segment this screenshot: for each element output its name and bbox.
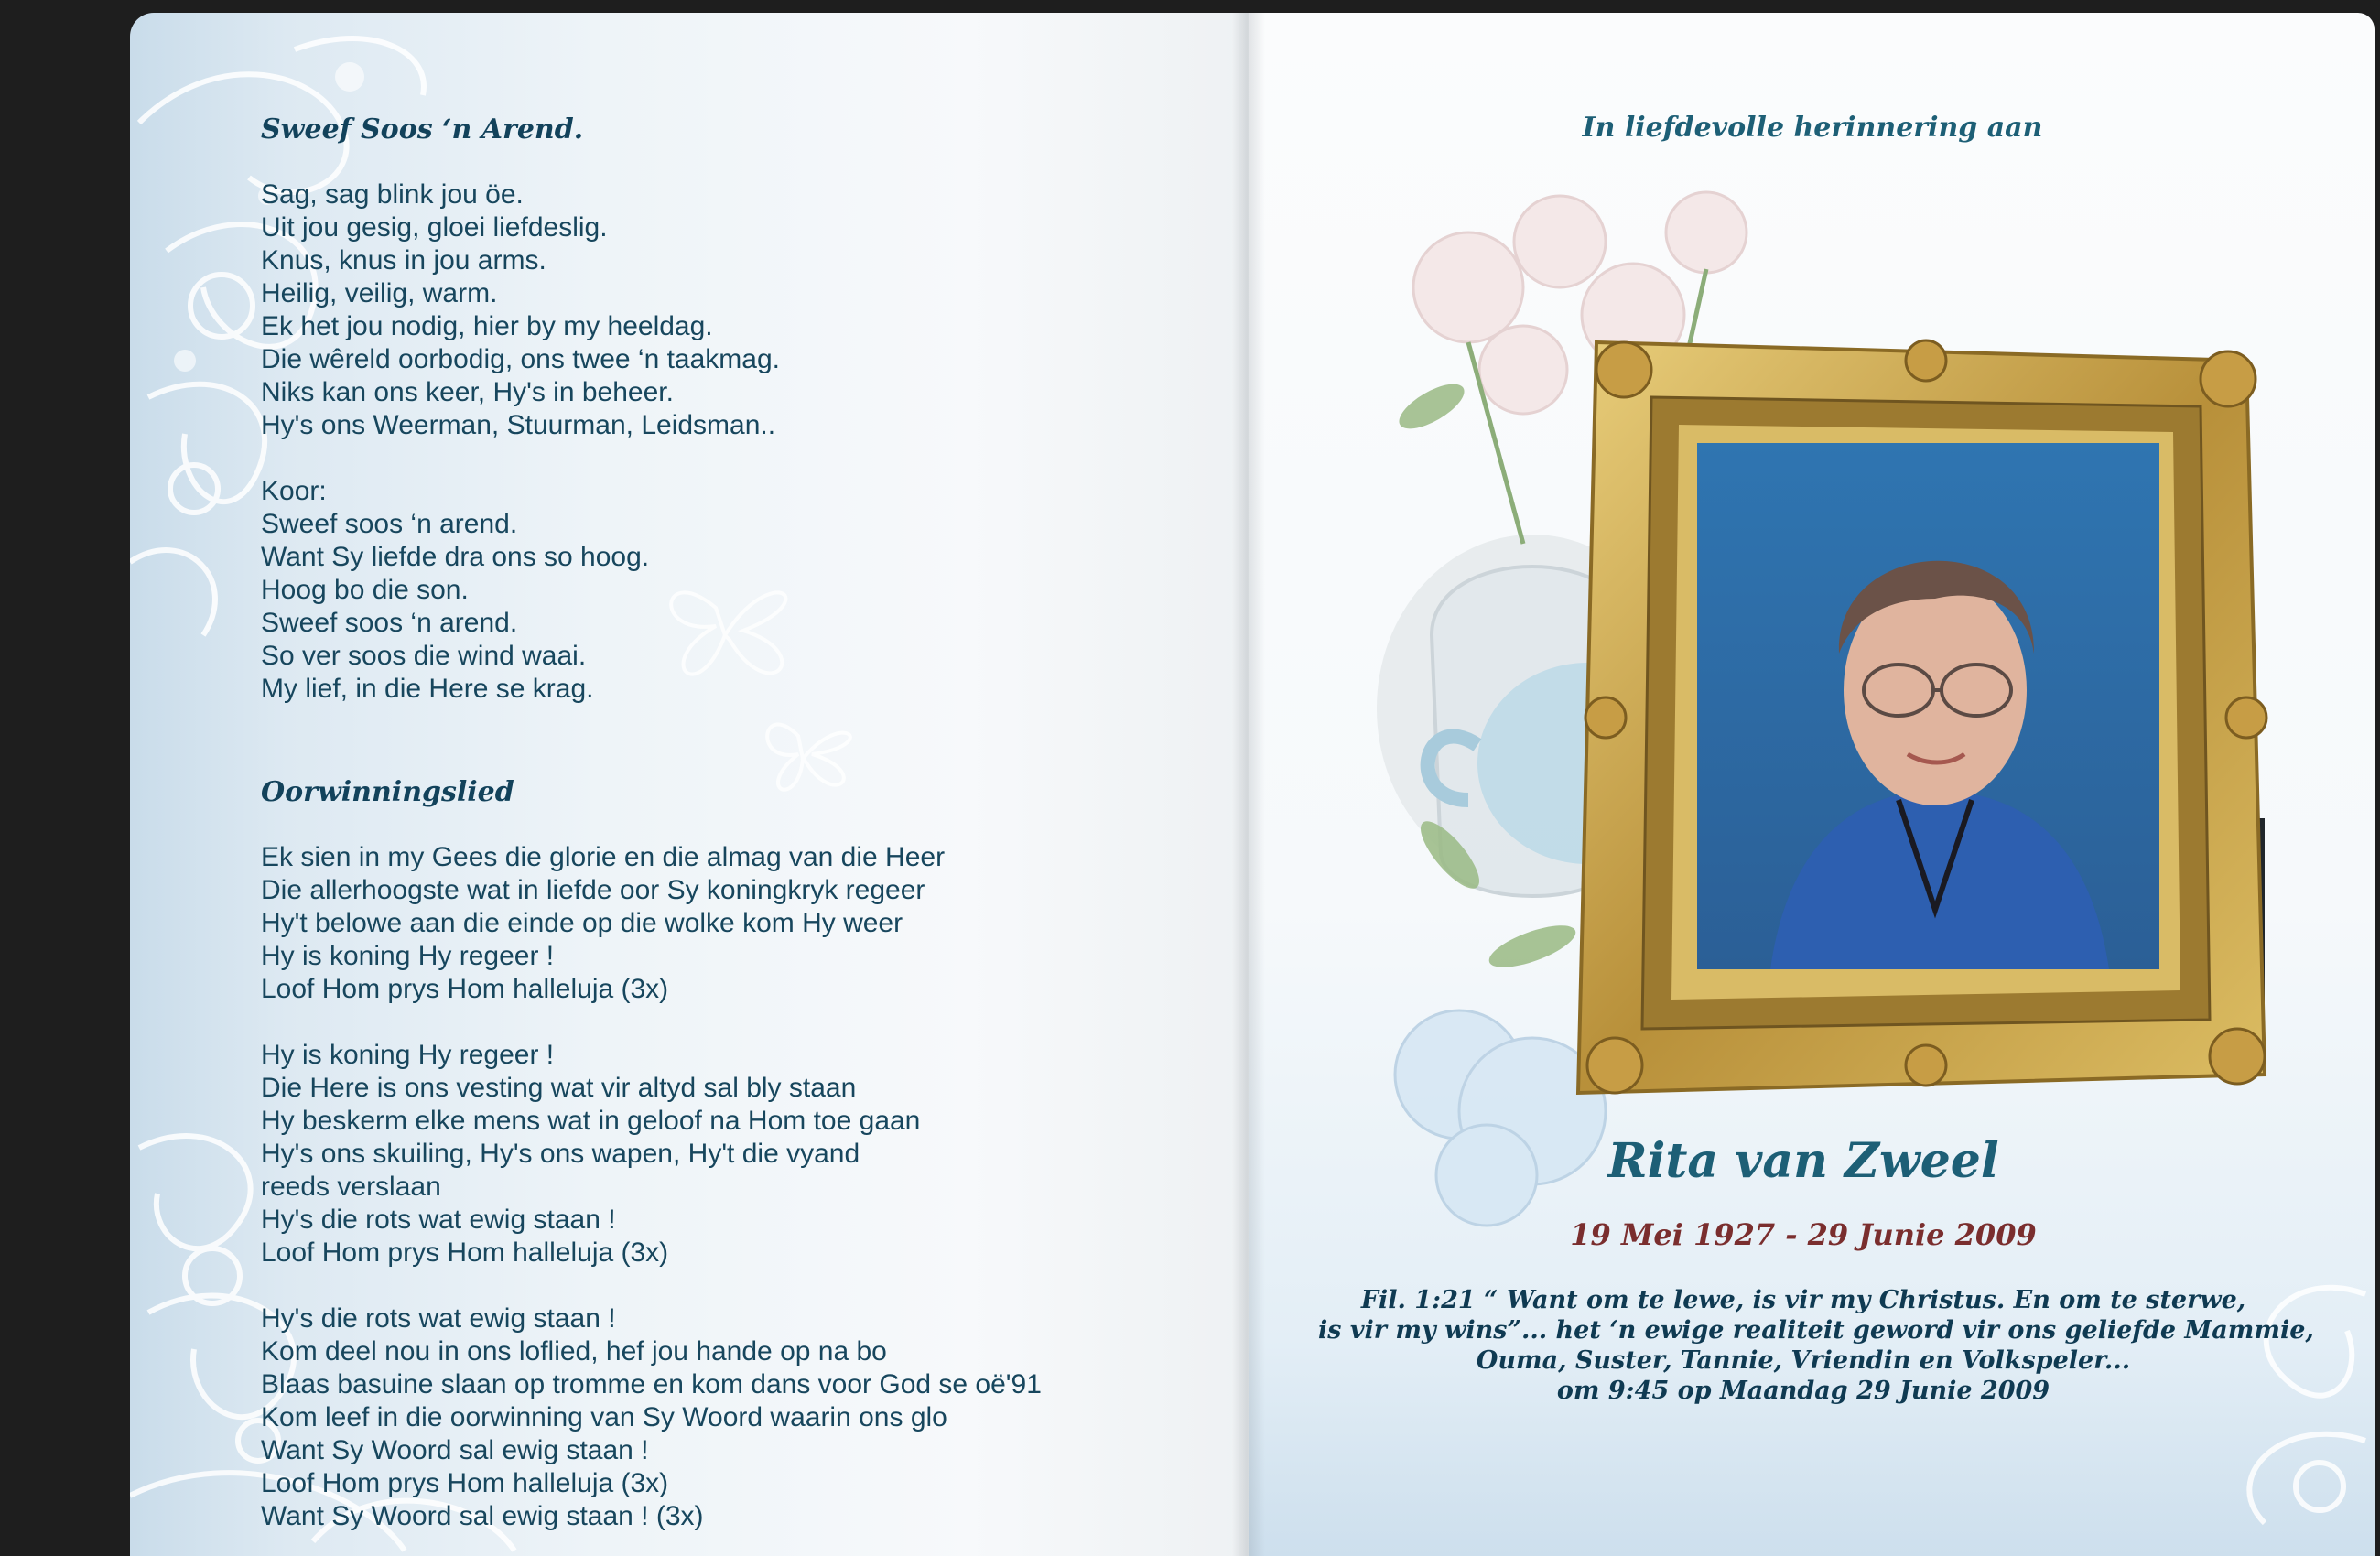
in-memory-heading: In liefdevolle herinnering aan [1582, 112, 2043, 144]
life-dates: 19 Mei 1927 - 29 Junie 2009 [1570, 1217, 2037, 1252]
lyric-line: Sweef soos ‘n arend. [261, 608, 518, 638]
lyric-line: Sag, sag blink jou öe. [261, 179, 524, 210]
lyric-line: Uit jou gesig, gloei liefdeslig. [261, 212, 608, 243]
lyric-line: Blaas basuine slaan op tromme en kom dans voor God se oë'91 [261, 1369, 1042, 1399]
lyric-line: Hy beskerm elke mens wat in geloof na Hom toe gaan [261, 1106, 921, 1136]
verse-line: Fil. 1:21 “ Want om te lewe, is vir my Christus. En om te sterwe, [1360, 1286, 2246, 1314]
lyric-line: Ek sien in my Gees die glorie en die almag van die Heer [261, 842, 946, 872]
lyric-line: Want Sy Woord sal ewig staan ! [261, 1435, 649, 1465]
lyric-line: Ek het jou nodig, hier by my heeldag. [261, 311, 713, 341]
song-stanza [261, 841, 1042, 1006]
lyric-line: reeds verslaan [261, 1172, 441, 1202]
lyric-line: Heilig, veilig, warm. [261, 278, 498, 308]
deceased-name: Rita van Zweel [1607, 1133, 1999, 1189]
song-title: Oorwinningslied [261, 776, 514, 808]
lyric-line: Die allerhoogste wat in liefde oor Sy koningkryk regeer [261, 875, 925, 905]
memorial-verse [1318, 1285, 2314, 1406]
song-sweef-soos-n-arend [261, 113, 780, 706]
lyric-line: Kom leef in die oorwinning van Sy Woord waarin ons glo [261, 1402, 947, 1432]
lyric-line: Loof Hom prys Hom halleluja (3x) [261, 974, 669, 1004]
lyric-line: Want Sy liefde dra ons so hoog. [261, 542, 650, 572]
song-chorus [261, 475, 780, 706]
lyric-line: Hy's ons Weerman, Stuurman, Leidsman.. [261, 410, 776, 440]
lyric-line: Hy't belowe aan die einde op die wolke kom Hy weer [261, 908, 903, 938]
lyric-line: Hy's die rots wat ewig staan ! [261, 1303, 616, 1334]
lyric-line: Koor: [261, 476, 327, 506]
lyric-line: Loof Hom prys Hom halleluja (3x) [261, 1237, 669, 1268]
song-verse [261, 178, 780, 442]
song-title: Sweef Soos ‘n Arend. [261, 113, 584, 146]
lyric-line: Hy's die rots wat ewig staan ! [261, 1205, 616, 1235]
lyric-line: Knus, knus in jou arms. [261, 245, 546, 276]
lyric-line: Die wêreld oorbodig, ons twee ‘n taakmag. [261, 344, 780, 374]
lyric-line: Kom deel nou in ons loflied, hef jou hande op na bo [261, 1336, 887, 1367]
lyric-line: So ver soos die wind waai. [261, 641, 587, 671]
verse-line: om 9:45 op Maandag 29 Junie 2009 [1556, 1377, 2050, 1405]
verse-line: Ouma, Suster, Tannie, Vriendin en Volkspeler... [1476, 1346, 2131, 1375]
lyric-line: Want Sy Woord sal ewig staan ! (3x) [261, 1501, 704, 1531]
lyric-line: Hy is koning Hy regeer ! [261, 941, 555, 971]
ornate-gold-frame-portrait [1569, 324, 2283, 1111]
lyric-line: Sweef soos ‘n arend. [261, 509, 518, 539]
lyric-line: My lief, in die Here se krag. [261, 674, 594, 704]
lyric-line: Loof Hom prys Hom halleluja (3x) [261, 1468, 669, 1498]
song-stanza [261, 1039, 1042, 1270]
lyric-line: Die Here is ons vesting wat vir altyd sal bly staan [261, 1073, 857, 1103]
lyric-line: Niks kan ons keer, Hy's in beheer. [261, 377, 674, 407]
song-oorwinningslied [261, 776, 1042, 1533]
page-fold [1232, 13, 1265, 1556]
song-stanza [261, 1302, 1042, 1533]
lyric-line: Hoog bo die son. [261, 575, 469, 605]
lyric-line: Hy's ons skuiling, Hy's ons wapen, Hy't die vyand [261, 1139, 860, 1169]
verse-line: is vir my wins”... het ‘n ewige realiteit geword vir ons geliefde Mammie, [1318, 1316, 2314, 1345]
lyric-line: Hy is koning Hy regeer ! [261, 1040, 555, 1070]
